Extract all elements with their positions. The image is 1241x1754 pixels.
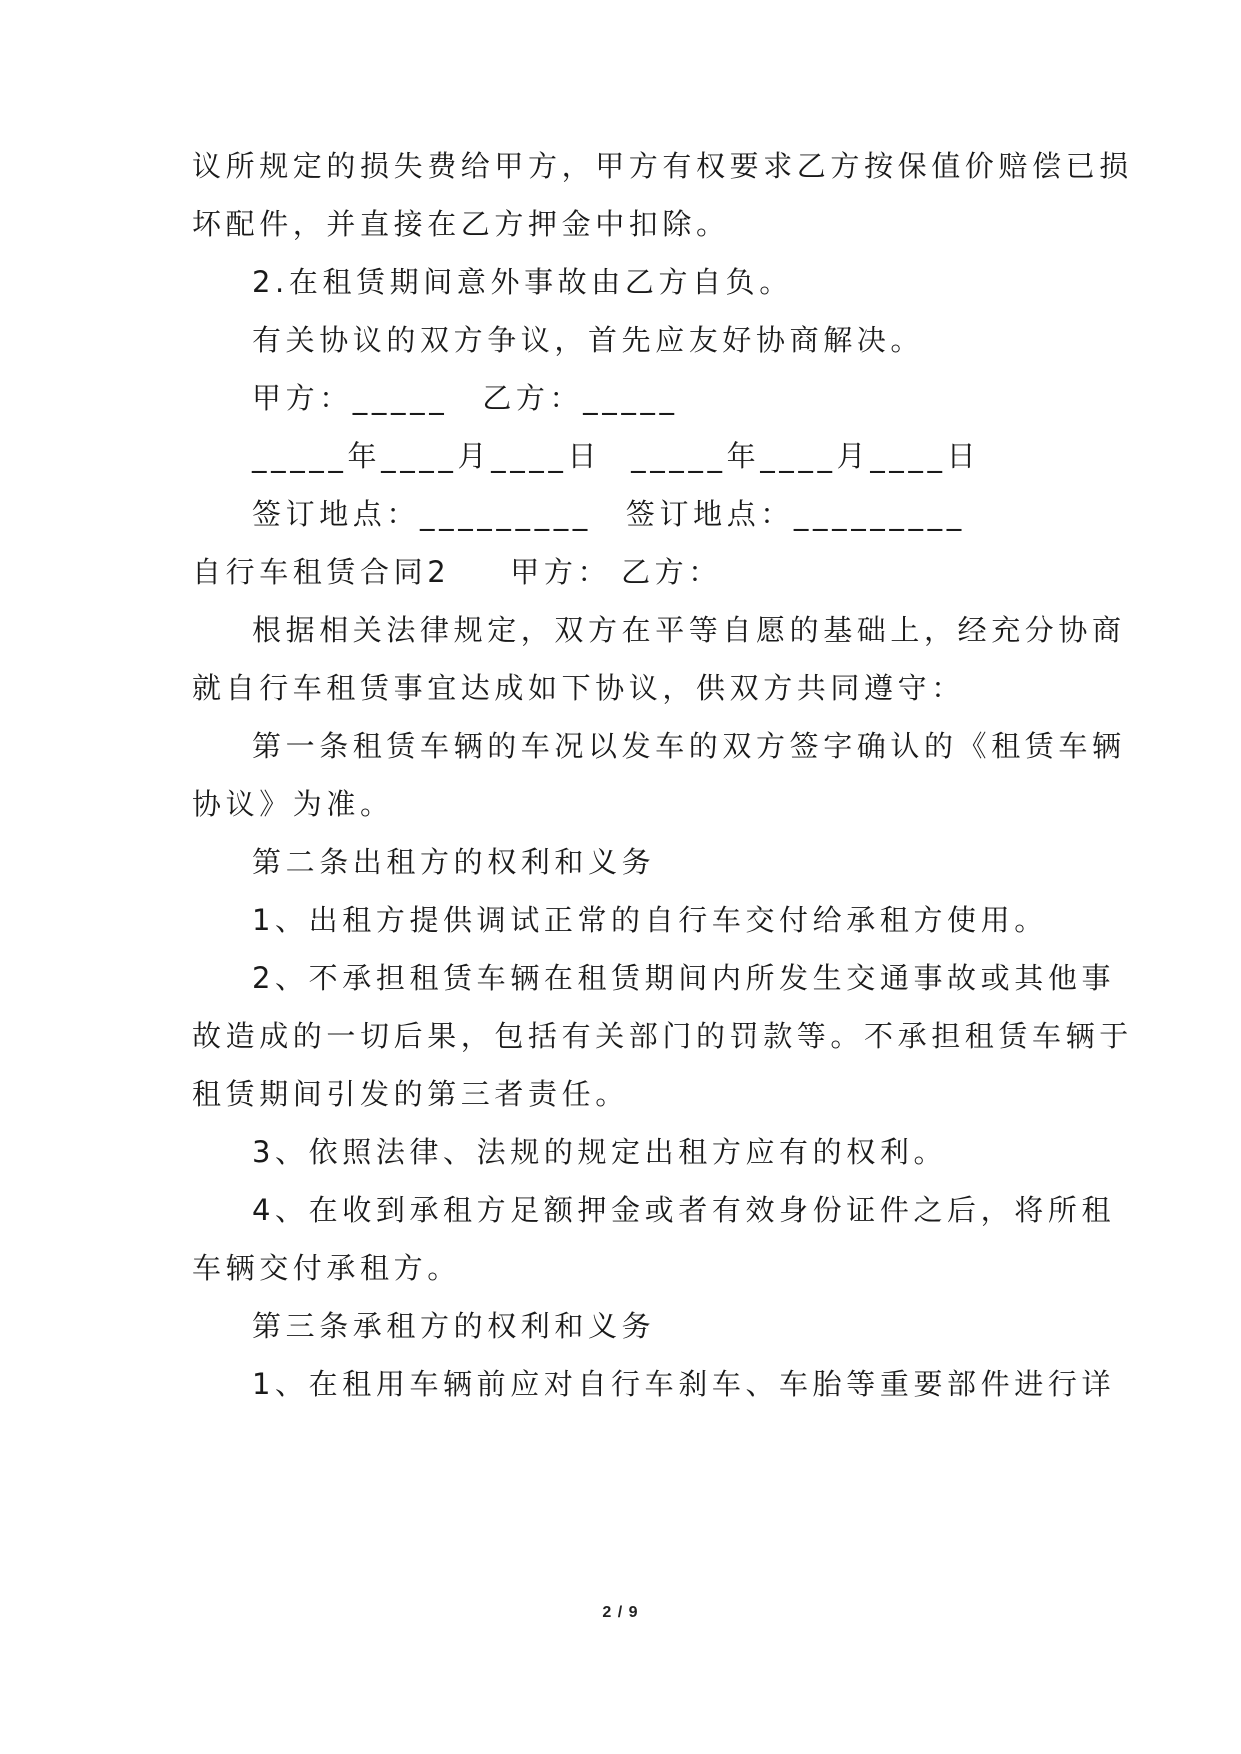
paragraph-line: 2.在租赁期间意外事故由乙方自负。 [252,265,793,299]
contract-title: 自行车租赁合同2 [192,555,451,589]
paragraph-line: 协议》为准。 [192,787,394,821]
signature-date-row [252,438,980,474]
signature-party-row [252,380,679,416]
paragraph-line: 坏配件，并直接在乙方押金中扣除。 [192,207,730,241]
page-number: 2 / 9 [602,1604,639,1621]
party-b-date: _____年____月____日 [631,439,981,473]
party-a-signature: 甲方：_____ [252,381,449,415]
paragraph-line: 根据相关法律规定，双方在平等自愿的基础上，经充分协商 [252,613,1126,647]
party-a-date: _____年____月____日 [252,439,602,473]
contract-title-row [192,554,722,590]
paragraph-line: 第一条租赁车辆的车况以发车的双方签字确认的《租赁车辆 [252,729,1126,763]
paragraph-line: 议所规定的损失费给甲方，甲方有权要求乙方按保值价赔偿已损 [192,149,1133,183]
paragraph-line: 故造成的一切后果，包括有关部门的罚款等。不承担租赁车辆于 [192,1019,1133,1053]
paragraph-line: 1、在租用车辆前应对自行车刹车、车胎等重要部件进行详 [252,1367,1116,1401]
paragraph-line: 车辆交付承租方。 [192,1251,461,1285]
paragraph-line: 就自行车租赁事宜达成如下协议，供双方共同遵守： [192,671,965,705]
signature-place-row [252,496,966,532]
paragraph-line: 租赁期间引发的第三者责任。 [192,1077,629,1111]
party-a-place: 签订地点：_________ [252,497,592,531]
paragraph-line: 有关协议的双方争议，首先应友好协商解决。 [252,323,925,357]
contract-party-b: 乙方： [621,555,722,589]
paragraph-line: 1、出租方提供调试正常的自行车交付给承租方使用。 [252,903,1048,937]
paragraph-line: 3、依照法律、法规的规定出租方应有的权利。 [252,1135,948,1169]
party-b-place: 签订地点：_________ [625,497,966,531]
paragraph-line: 2、不承担租赁车辆在租赁期间内所发生交通事故或其他事 [252,961,1116,995]
section-heading: 第三条承租方的权利和义务 [252,1309,656,1343]
paragraph-line: 4、在收到承租方足额押金或者有效身份证件之后，将所租 [252,1193,1116,1227]
section-heading: 第二条出租方的权利和义务 [252,845,656,879]
contract-party-a: 甲方： [510,555,612,589]
party-b-signature: 乙方：_____ [482,381,679,415]
